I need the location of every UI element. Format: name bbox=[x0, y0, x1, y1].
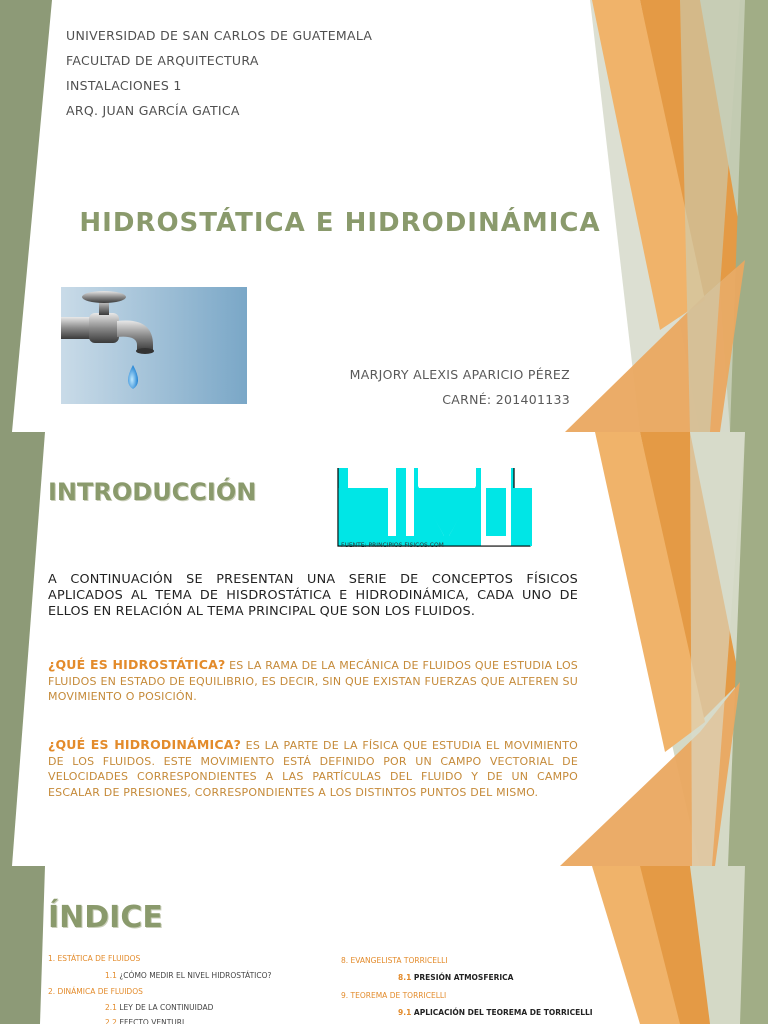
figure-caption: FUENTE: PRINCIPIOS FISICOS.COM bbox=[341, 542, 444, 549]
faucet-image bbox=[61, 287, 247, 404]
hydrostatics-definition bbox=[48, 657, 578, 705]
index-slide bbox=[0, 866, 768, 1024]
header-line-professor: ARQ. JUAN GARCÍA GATICA bbox=[66, 103, 240, 118]
index-heading: ÍNDICE bbox=[48, 900, 163, 935]
hydrodynamics-answer: ES LA PARTE DE LA FÍSICA QUE ESTUDIA EL MOVIMIENTO DE LOS FLUIDOS. ESTE MOVIMIENTO ESTÁ DEFINIDO POR UN CAMPO VECTORIAL DE VELOCIDADES CORRESPONDIENTES A LAS PARTÍCULAS DEL FLUIDO Y DE UN CAMPO ESCALAR DE PRESIONES, CORRESPONDIENTES A LOS DISTINTOS PUNTOS DEL MISMO. bbox=[48, 739, 578, 799]
hydrodynamics-definition bbox=[48, 737, 578, 800]
hydrostatics-answer: ES LA RAMA DE LA MECÁNICA DE FLUIDOS QUE ESTUDIA LOS FLUIDOS EN ESTADO DE EQUILIBRIO, ES DECIR, SIN QUE EXISTAN FUERZAS QUE ALTEREN SU MOVIMIENTO O POSICIÓN. bbox=[48, 659, 578, 703]
header-line-faculty: FACULTAD DE ARQUITECTURA bbox=[66, 53, 259, 68]
hydrodynamics-question: ¿QUÉ ES HIDRODINÁMICA? bbox=[48, 737, 242, 752]
toc-item[interactable]: 8. EVANGELISTA TORRICELLI bbox=[341, 956, 448, 965]
intro-paragraph: A CONTINUACIÓN SE PRESENTAN UNA SERIE DE CONCEPTOS FÍSICOS APLICADOS AL TEMA DE HISDROSTÁTICA E HIDRODINÁMICA, CADA UNO DE ELLOS EN RELACIÓN AL TEMA PRINCIPAL QUE SON LOS FLUIDOS. bbox=[48, 572, 578, 619]
toc-item[interactable]: 9. TEOREMA DE TORRICELLI bbox=[341, 991, 447, 1000]
toc-item[interactable]: 1. ESTÁTICA DE FLUIDOS bbox=[48, 954, 141, 963]
slide-title: HIDROSTÁTICA E HIDRODINÁMICA bbox=[79, 208, 601, 238]
hydrostatics-question: ¿QUÉ ES HIDROSTÁTICA? bbox=[48, 657, 226, 672]
communicating-vessels-diagram bbox=[336, 466, 532, 550]
header-line-course: INSTALACIONES 1 bbox=[66, 78, 182, 93]
toc-subitem[interactable]: 9.1 APLICACIÓN DEL TEOREMA DE TORRICELLI bbox=[398, 1008, 593, 1017]
author-name: MARJORY ALEXIS APARICIO PÉREZ bbox=[349, 367, 570, 382]
carne-number: CARNÉ: 201401133 bbox=[442, 392, 570, 407]
section-heading: INTRODUCCIÓN bbox=[48, 478, 257, 506]
toc-item[interactable]: 2. DINÁMICA DE FLUIDOS bbox=[48, 987, 143, 996]
toc-subitem[interactable]: 1.1 ¿CÓMO MEDIR EL NIVEL HIDROSTÁTICO? bbox=[105, 971, 272, 980]
slide-decoration bbox=[0, 866, 768, 1024]
introduction-slide bbox=[0, 432, 768, 866]
toc-subitem[interactable]: 8.1 PRESIÓN ATMOSFERICA bbox=[398, 973, 514, 982]
toc-subitem[interactable]: 2.1 LEY DE LA CONTINUIDAD bbox=[105, 1003, 214, 1012]
title-slide bbox=[0, 0, 768, 432]
toc-subitem[interactable]: 2.2 EFECTO VENTURI bbox=[105, 1018, 185, 1024]
header-line-university: UNIVERSIDAD DE SAN CARLOS DE GUATEMALA bbox=[66, 28, 373, 43]
